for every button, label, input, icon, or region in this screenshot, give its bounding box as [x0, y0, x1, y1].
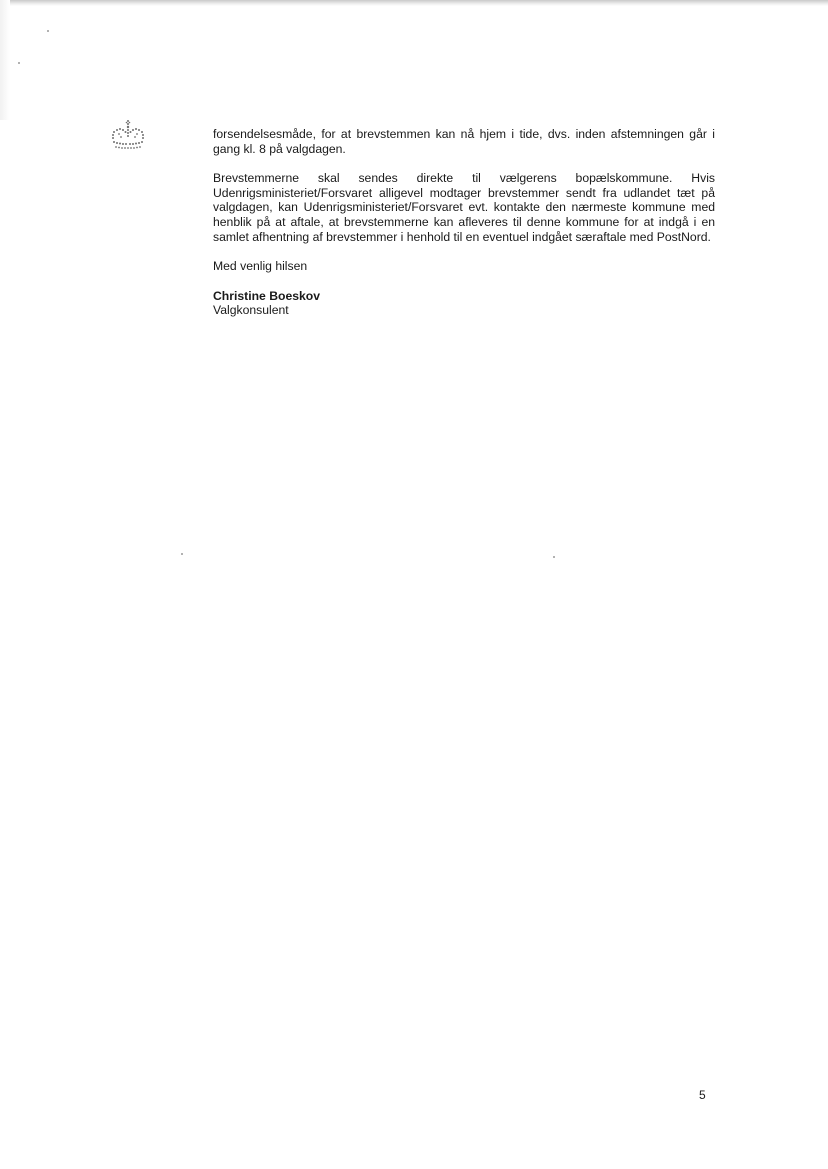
page-number: 5	[699, 1088, 706, 1102]
scan-speck	[47, 30, 49, 32]
signer-title: Valgkonsulent	[213, 303, 289, 318]
signer-name: Christine Boeskov	[213, 288, 321, 303]
paragraph-2: Brevstemmerne skal sendes direkte til vælgerens bopælskommune. Hvis Udenrigsministeriet/Forsvaret alligevel modtager brevstemmer sendt fra udlandet tæt på valgdagen, kan Udenrigsministeriet/Forsvaret evt. kontakte den nærmeste kommune med henblik på at aftale, at brevstemmerne kan afleveres til denne kommune for at indgå i en samlet afhentning af brevstemmer i henhold til en eventuel indgået særaftale med PostNord.	[213, 171, 715, 244]
scan-edge-left	[0, 0, 10, 120]
crown-icon	[108, 118, 148, 158]
scan-speck	[181, 553, 183, 555]
closing-greeting: Med venlig hilsen	[213, 259, 308, 274]
scan-speck	[18, 62, 20, 64]
signature-block	[213, 289, 715, 318]
letter-body	[213, 127, 715, 318]
scan-speck	[553, 556, 555, 558]
paragraph-1: forsendelsesmåde, for at brevstemmen kan nå hjem i tide, dvs. inden afstemningen går i gang kl. 8 på valgdagen.	[213, 127, 715, 156]
scan-edge-top	[0, 0, 828, 6]
